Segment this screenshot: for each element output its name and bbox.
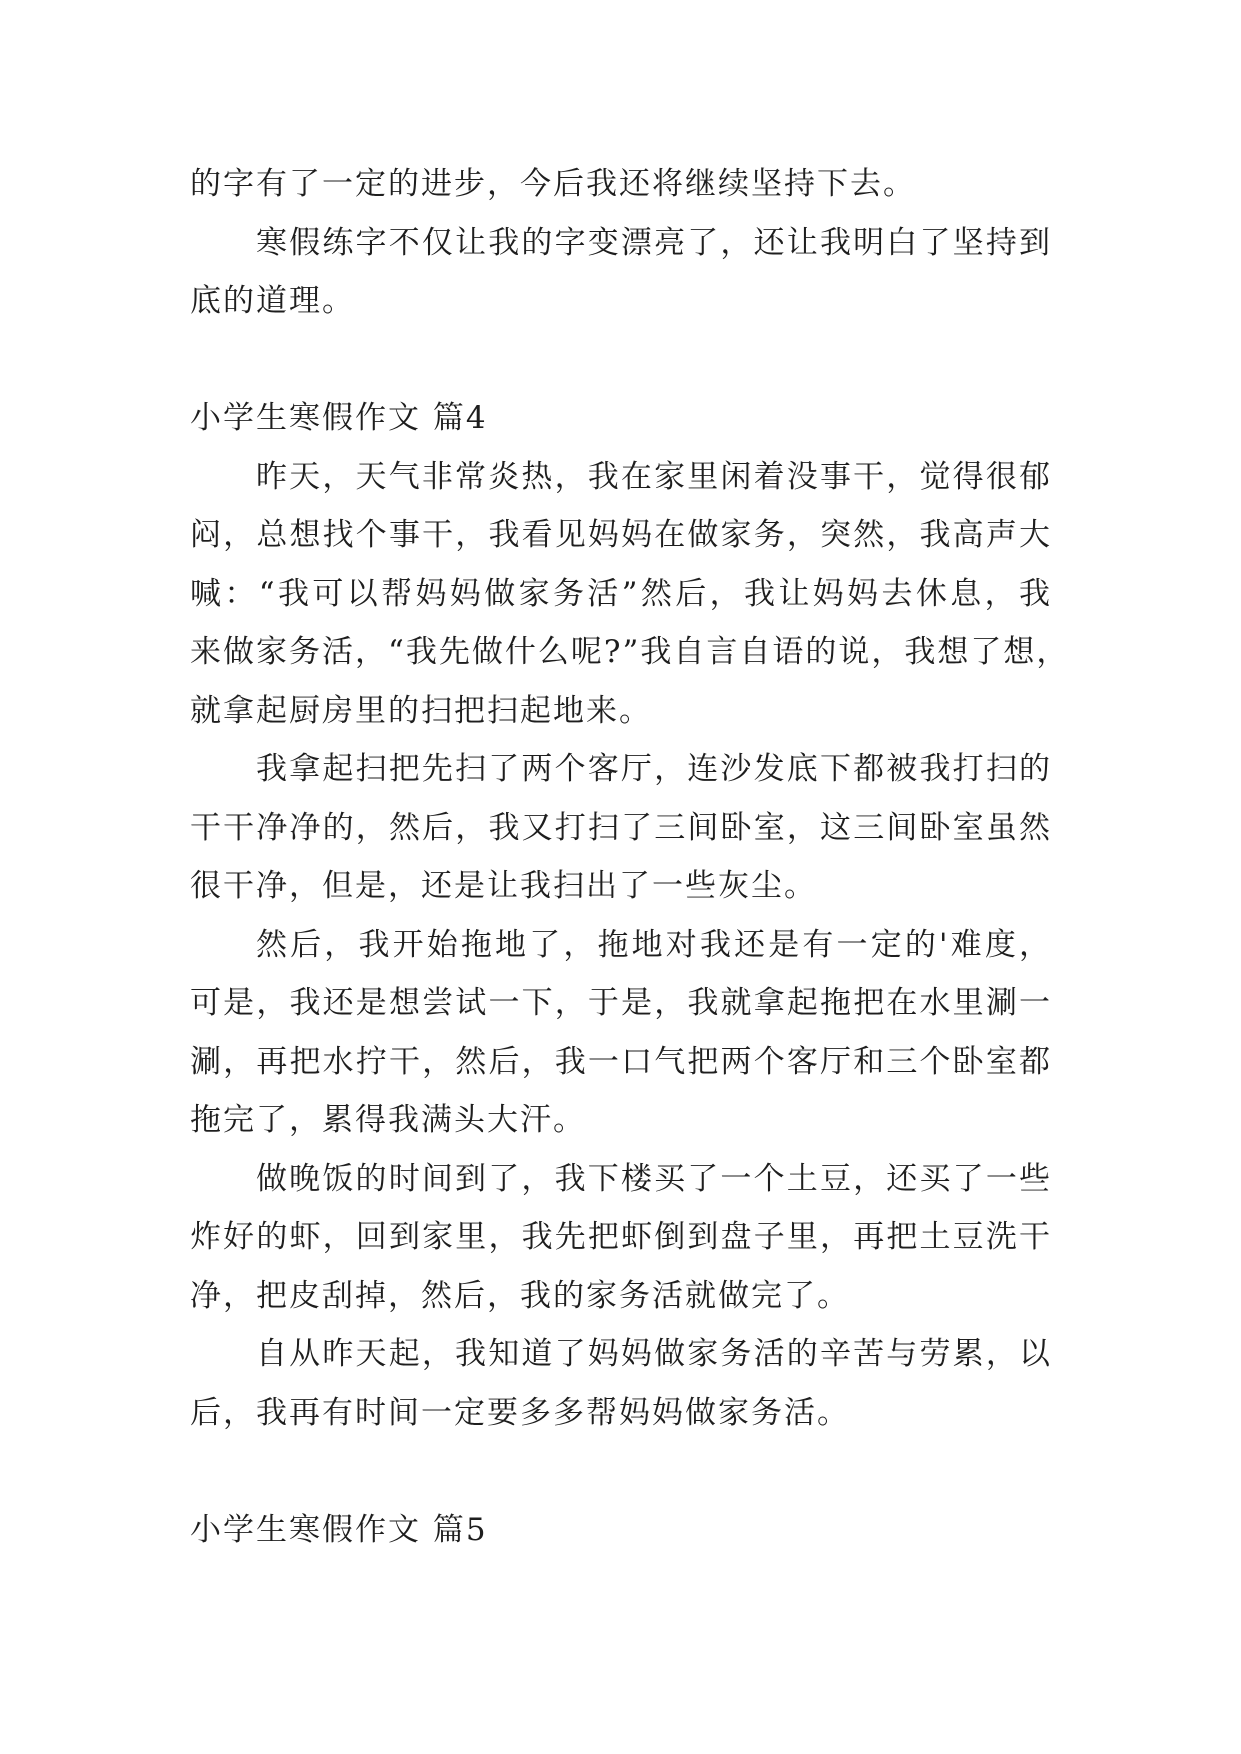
paragraph-line: 然后，我开始拖地了，拖地对我还是有一定的'难度，: [256, 926, 1052, 963]
paragraph-line: 炸好的虾，回到家里，我先把虾倒到盘子里，再把土豆洗干: [190, 1219, 1052, 1255]
paragraph-line: 干干净净的，然后，我又打扫了三间卧室，这三间卧室虽然: [190, 809, 1052, 846]
paragraph-line: 做晚饭的时间到了，我下楼买了一个土豆，还买了一些: [256, 1160, 1052, 1197]
paragraph: [190, 448, 1070, 741]
paragraph: [190, 214, 1052, 331]
essay-section-continued: [190, 155, 1052, 331]
paragraph-line: 涮，再把水拧干，然后，我一口气把两个客厅和三个卧室都: [190, 1043, 1052, 1080]
paragraph-line: 底的道理。: [190, 283, 355, 319]
paragraph: [190, 916, 1052, 1150]
paragraph-line: 来做家务活，“我先做什么呢?”我自言自语的说，我想了想，: [190, 634, 1070, 670]
paragraph-line: 自从昨天起，我知道了妈妈做家务活的辛苦与劳累，以: [256, 1336, 1052, 1372]
paragraph-line: 就拿起厨房里的扫把扫起地来。: [190, 692, 652, 729]
paragraph-line: 闷，总想找个事干，我看见妈妈在做家务，突然，我高声大: [190, 517, 1052, 553]
paragraph: [190, 155, 1052, 214]
paragraph-line: 昨天，天气非常炎热，我在家里闲着没事干，觉得很郁: [256, 458, 1052, 495]
essay-section-4: [190, 389, 1070, 1442]
paragraph: [190, 1150, 1052, 1326]
paragraph-line: 的字有了一定的进步，今后我还将继续坚持下去。: [190, 166, 916, 202]
paragraph: [190, 1325, 1052, 1442]
paragraph-line: 喊：“我可以帮妈妈做家务活”然后，我让妈妈去休息，我: [190, 575, 1052, 612]
paragraph-line: 我拿起扫把先扫了两个客厅，连沙发底下都被我打扫的: [256, 751, 1052, 787]
paragraph-line: 可是，我还是想尝试一下，于是，我就拿起拖把在水里涮一: [190, 985, 1052, 1021]
paragraph: [190, 740, 1052, 916]
essay-section-5: [190, 1501, 1052, 1560]
document-body: [190, 155, 1070, 1559]
essay-heading: 小学生寒假作文 篇5: [190, 1511, 488, 1548]
section-gap: [190, 331, 1052, 390]
paragraph-line: 很干净，但是，还是让我扫出了一些灰尘。: [190, 868, 817, 904]
paragraph-line: 后，我再有时间一定要多多帮妈妈做家务活。: [190, 1394, 850, 1431]
paragraph-line: 寒假练字不仅让我的字变漂亮了，还让我明白了坚持到: [256, 224, 1052, 261]
paragraph-line: 拖完了，累得我满头大汗。: [190, 1102, 586, 1138]
paragraph-line: 净，把皮刮掉，然后，我的家务活就做完了。: [190, 1277, 850, 1314]
essay-heading: 小学生寒假作文 篇4: [190, 400, 488, 436]
section-gap: [190, 1442, 1052, 1501]
